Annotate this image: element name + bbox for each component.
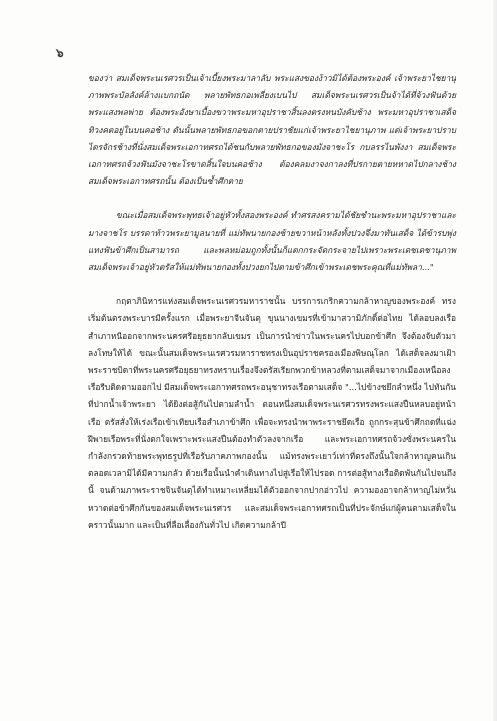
paragraph-heroic-deeds: กฤตาภินิหารแห่งสมเด็จพระนเรศวรมหาราชนั้น บรรการเกริกความกล้าหาญของพระองค์ ทรงเริ่มต้นตรงพระบารมีครั้งแรก เมื่อพระยาจีนจันตุ ขุนนางเขมรที่เข้ามาสวามิภักดิ์ต่อไทย ได้ลอบลงเรือสำเภาหนีออกจากพระนครศรีอยุธยากลับเขมร เป็นการนำข่าวในพระนครไปบอกข้าศึก จึงต้องจับตัวมาลงโทษให้ได้ ขณะนั้นสมเด็จพระนเรศวรมหาราชทรงเป็นอุปราชครองเมืองพิษณุโลก ได้เสด็จลงมาเฝ้าพระราชบิดาที่พระนครศรีอยุธยาทรงทราบเรื่องจึงตรัสเรียกพวกข้าหลวงที่ตามเสด็จมาจากเมืองเหนือลงเรือรีบติดตามออกไป มีสมเด็จพระเอกาทศรถพระอนุชาทรงเรือตามเสด็จ "...ไปข้างชยึกลำหนึ่ง ไปทันกันที่ปากน้ำเจ้าพระยา ได้ยิงต่อสู้กันไปตามลำน้ำ ตอนหนึ่งสมเด็จพระนเรศวรทรงพระแสงปืนหลบอยู่หน้าเรือ ตรัสสั่งให้เร่งเรือเข้าเทียบเรือสำเภาข้าศึก เพื่อจะทรงนำพาพระราชยึดเรือ ถูกกระสุนข้าศึกถดที่แฉ่ง ฝีพายเรือพระที่นั่งตกใจเพราะพระแสงปืนต้องทำตัวลงจากเรือ และพระเอกาทศรถจ้วงซั่งพระนครในกำลังกรวดท้ายพระพุทธรูปที่เรือรับภาคภาพกองนั้น แม้ทรงพระเยาว์เท่าที่ตรงถึงนั้นใจกล้าหาญคนเกินตลอดเวลามิได้มีความกลัว ด้วยเรือนั้นนำคำเดินทางไปสู่เรือให้ไปรอด การต่อสู้ทางเรือติดพันกันไปจนถึงนี้ จนด้ามภาพระราชจินจันตุได้ทำเหมาะเหลี่ยมได้ตัวออกจากปากอ่าวไป ความองอาจกล้าหาญไม่หวั่นหวาดต่อข้าศึกกันของสมเด็จพระนเรศวร และสมเด็จพระเอกาทศรถเป็นที่ประจักษ์แก่ผู้คนตามเสด็จในคราวนั้นมาก และเป็นที่ลือเลื่องกันทั่วไป เกิดความกล้าปี: [88, 296, 456, 530]
paragraph-battle-narrative: ของว่า สมเด็จพระนเรศวรเป็นเจ้าเบี้ยงพระมาลาลับ พระแสงของง้าวมิได้ต้องพระองค์ เจ้าพระยาไชยานุภาพพระบัลลังค์ล้างแบกถนัด พลายพัทธกอเพลี่ยงเบนไป สมเด็จพระนเรศวรเป็นจ้าได้ที่จ้วงฟันด้วยพระแสงพลพ่าย ต้องพระอังษาเบื้องขวาพระมหาอุปราชาสิ้นลงตรงหนบังคับช้าง พระมหาอุปราชาเสด็จทิวงคตอยู่ในบนคอช้าง ตันนั้นพลายพัทธกอขอกตายปราชัยแก่เจ้าพระยาไชยานุภาพ แต่เจ้าพระยาปราบไตรจักรช้างที่นั่งสมเด็จพระเอกาทศรถได้ชนกับพลายพัทธกอของมังจาชะโร กบลรรไนพังงา สมเด็จพระเอกาทศรถจ้วงฟันมังจาชะโรขาดสิ้นใจบนคอช้าง ต้องคลมงาจงกาลงที่ปรกายตายหหาดไปกลางช้างสมเด็จพระเอกาทศรถนั้น ต้องเป็นซ้ำศึกตาย: [88, 73, 456, 187]
document-body: [88, 70, 456, 551]
paragraph-victory-quote: ขณะเมื่อสมเด็จพระพุทธเจ้าอยู่หัวทั้งสองพระองค์ ทำศรสงครามได้ชัยชำนะพระมหาอุปราชาและ มางจาชโร บรรดาท้าวพระยามูลนายที่ แม่ทัพนายกองซ้ายขวาหน้าหลังทั้งปวงจึ่งมาทันเสด็จ ได้ข้ารบพุ่งแทงฟันข้าศึกเป็นสามารถ และพลหม่อมถูกทั้งนั้นก็แตกกระจัดกระจายไปเพราะพระเดชเดชานุภาพ สมเด็จพระเจ้าอยู่หัวตรัสให้แม่ทัพนายกองทั้งปวงยกไปตามข้าศึกเข้าพระเดชพระคุณที่แม่ทัพลา...": [88, 210, 456, 273]
page-number: ๖: [56, 46, 64, 60]
scan-edge-shadow: [493, 0, 497, 721]
